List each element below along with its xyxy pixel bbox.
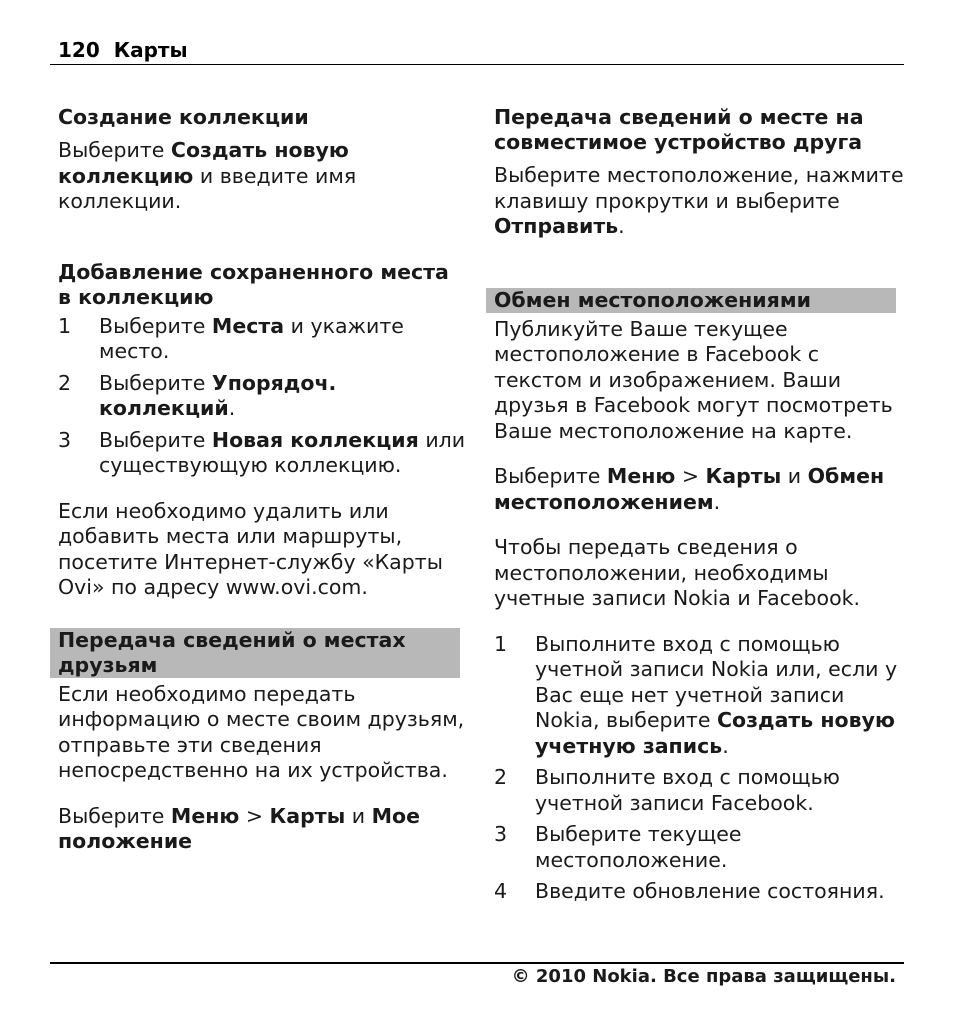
add-place-note: Если необходимо удалить или добавить места или маршруты, посетите Интернет-службу «Карты Ovi» по адресу www.ovi.com.	[58, 498, 443, 599]
heading-add-place: Добавление сохраненного места в коллекцию	[58, 259, 449, 309]
list-item: 2 Выберите Упорядоч. коллекций.	[58, 370, 337, 420]
add-place-steps	[58, 314, 468, 479]
list-item: 1 Выберите Места и укажите место.	[58, 313, 404, 363]
share-location-text: Публикуйте Ваше текущее местоположение в Facebook с текстом и изображением. Ваши друзья в Facebook могут посмотреть Ваше местоположение на карте.	[494, 316, 893, 443]
page-number: 120	[58, 38, 100, 62]
share-location-requirements: Чтобы передать сведения о местоположении, необходимы учетные записи Nokia и Facebook.	[494, 535, 861, 610]
page-header	[50, 38, 904, 65]
heading-send-place: Передача сведений о месте на совместимое устройство друга	[494, 105, 864, 154]
heading-share-places: Передача сведений о местах друзьям	[50, 628, 460, 678]
list-item: 3 Выберите текущее местоположение.	[494, 822, 742, 872]
share-location-steps	[494, 632, 904, 905]
footer-copyright: © 2010 Nokia. Все права защищены.	[511, 966, 896, 987]
share-location-selection: Выберите Меню > Карты и Обмен местоположением.	[494, 464, 885, 514]
heading-share-location: Обмен местоположениями	[486, 288, 896, 313]
send-place-text: Выберите местоположение, нажмите клавишу прокрутки и выберите Отправить.	[494, 163, 904, 238]
list-item: 2 Выполните вход с помощью учетной записи Facebook.	[494, 765, 840, 815]
right-column	[494, 105, 904, 905]
share-places-selection: Выберите Меню > Карты и Мое положение	[58, 803, 420, 853]
heading-create-collection: Создание коллекции	[58, 105, 309, 129]
section-title: Карты	[113, 38, 188, 62]
left-column	[58, 105, 468, 855]
list-item: 1 Выполните вход с помощью учетной записи Nokia или, если у Вас еще нет учетной записи Nokia, выберите Создать новую учетную запись.	[494, 631, 898, 758]
create-collection-text: Выберите Создать новую коллекцию и введите имя коллекции.	[58, 138, 357, 213]
list-item: 4 Введите обновление состояния.	[494, 879, 885, 903]
footer-divider	[50, 962, 904, 964]
share-places-text: Если необходимо передать информацию о месте своим друзьям, отправьте эти сведения непосредственно на их устройства.	[58, 681, 465, 782]
list-item: 3 Выберите Новая коллекция или существующую коллекцию.	[58, 427, 466, 477]
